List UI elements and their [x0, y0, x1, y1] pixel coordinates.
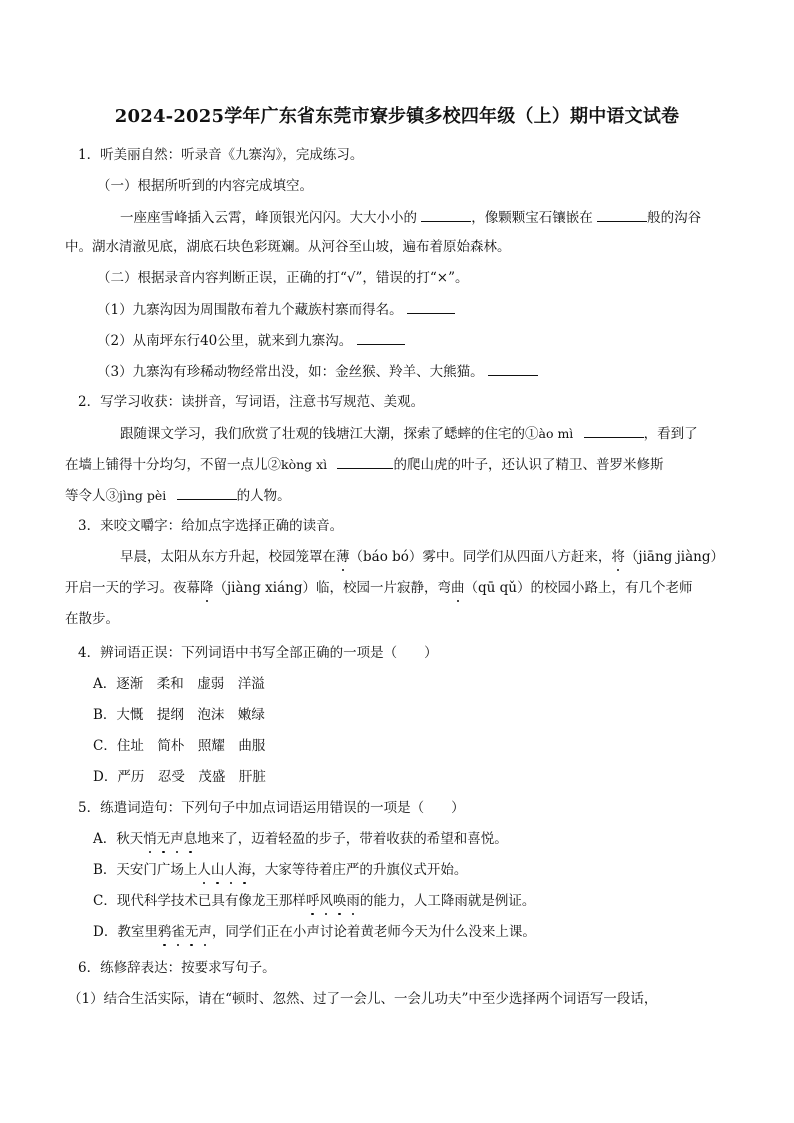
- statement-text: （3）九寨沟有珍稀动物经常出没，如：金丝猴、羚羊、大熊猫。: [97, 364, 484, 380]
- dotted-character: 薄: [336, 549, 350, 565]
- question-number: 4．: [78, 645, 101, 661]
- answer-blank[interactable]: [337, 454, 393, 469]
- dotted-character: 声: [170, 831, 184, 847]
- q1-statement-1: [97, 299, 455, 320]
- answer-blank[interactable]: [357, 330, 405, 345]
- page-title: 2024-2025学年广东省东莞市寮步镇多校四年级（上）期中语文试卷: [114, 106, 680, 127]
- dotted-character: 人: [197, 862, 211, 878]
- q1-statement-3: [97, 361, 538, 382]
- dotted-character: 无: [184, 924, 199, 940]
- option-text: 地来了，迈着轻盈的步子，带着收获的希望和喜悦。: [197, 831, 508, 847]
- q1-statement-2: [97, 330, 405, 351]
- dotted-word: [197, 862, 251, 878]
- q3-line3: 在散步。: [65, 611, 119, 627]
- question-text: 写学习收获：读拼音，写词语，注意书写规范、美观。: [100, 394, 425, 410]
- paragraph-text: 等令人③: [65, 488, 119, 504]
- question-number: 1．: [78, 147, 101, 163]
- q2-line1: [120, 423, 698, 444]
- answer-blank[interactable]: [421, 207, 471, 222]
- question-text: 练修辞表达：按要求写句子。: [100, 960, 276, 976]
- paragraph-text: 在墙上铺得十分均匀，不留一点儿②: [65, 457, 281, 473]
- q2-line2: [65, 454, 663, 475]
- option-text: ，同学们正在小声讨论着黄老师今天为什么没来上课。: [211, 924, 536, 940]
- option-text: A．秋天: [93, 831, 144, 847]
- dotted-character: 悄: [143, 831, 157, 847]
- option-text: 的能力，人工降雨就是例证。: [359, 893, 536, 909]
- q5-option-d[interactable]: [93, 922, 536, 942]
- answer-blank[interactable]: [488, 361, 538, 376]
- dotted-character: 将: [611, 549, 625, 565]
- answer-blank[interactable]: [584, 423, 644, 438]
- dotted-character: 海: [237, 862, 252, 878]
- paragraph-text: ，像颗颗宝石镶嵌在: [471, 210, 593, 226]
- option-text: D．教室里: [93, 924, 158, 940]
- question-3-stem: [78, 516, 343, 536]
- paragraph-text: 跟随课文学习，我们欣赏了壮观的钱塘江大潮，探索了蟋蟀的住宅的①: [120, 426, 539, 442]
- answer-blank[interactable]: [597, 207, 647, 222]
- question-text: 听美丽自然：听录音《九寨沟》，完成练习。: [100, 147, 364, 163]
- dotted-character: 唤: [332, 893, 347, 909]
- q5-option-b[interactable]: [93, 860, 467, 880]
- q4-option-b[interactable]: B．大慨 提纲 泡沫 嫩绿: [93, 707, 265, 723]
- pinyin-prompt: jìng pèi: [119, 488, 167, 503]
- dotted-character: 曲: [451, 580, 465, 596]
- statement-text: （2）从南坪东行40公里，就来到九寨沟。: [97, 333, 353, 349]
- q1-part2-title: （二）根据录音内容判断正误，正确的打“√”，错误的打“×”。: [97, 270, 469, 286]
- dotted-character: 雀: [171, 924, 185, 940]
- q4-option-c[interactable]: C．住址 简朴 照耀 曲服: [93, 738, 266, 754]
- dotted-character: 呼: [305, 893, 320, 909]
- dotted-character: 声: [198, 924, 212, 940]
- dotted-character: 人: [224, 862, 238, 878]
- question-6-stem: [78, 958, 276, 978]
- q1-part1-title: （一）根据所听到的内容完成填空。: [97, 178, 313, 194]
- question-number: 5．: [78, 800, 101, 816]
- question-4-stem: [78, 643, 438, 663]
- dotted-word: [158, 924, 212, 940]
- pinyin-prompt: kòng xì: [281, 457, 328, 472]
- question-text: 练遣词造句：下列句子中加点词语运用错误的一项是（ ）: [100, 800, 465, 816]
- paragraph-text: （qū qǔ）的校园小路上，有几个老师: [464, 580, 693, 596]
- q6-sub-question-1: （1）结合生活实际，请在“顿时、忽然、过了一会儿、一会儿功夫”中至少选择两个词语写一段话，: [68, 991, 658, 1007]
- dotted-word: [143, 831, 197, 847]
- question-2-stem: [78, 392, 424, 412]
- q4-option-a[interactable]: A．逐渐 柔和 虚弱 洋溢: [93, 676, 265, 692]
- question-1-stem: [78, 145, 363, 165]
- paragraph-text: 的爬山虎的叶子，还认识了精卫、普罗米修斯: [393, 457, 664, 473]
- question-text: 辨词语正误：下列词语中书写全部正确的一项是（ ）: [100, 645, 438, 661]
- paragraph-text: 般的沟谷: [647, 210, 702, 226]
- q5-option-c[interactable]: [93, 891, 535, 911]
- paragraph-text: 开启一天的学习。夜幕: [65, 580, 200, 596]
- option-text: C．现代科学技术已具有像龙王那样: [93, 893, 306, 909]
- dotted-character: 雨: [346, 893, 360, 909]
- option-text: ，大家等待着庄严的升旗仪式开始。: [251, 862, 468, 878]
- question-5-stem: [78, 798, 465, 818]
- q4-option-d[interactable]: D．严历 忍受 茂盛 肝脏: [93, 769, 266, 785]
- dotted-character: 降: [200, 580, 214, 596]
- dotted-character: 无: [156, 831, 171, 847]
- paragraph-text: 一座座雪峰插入云霄，峰顶银光闪闪。大大小小的: [120, 210, 417, 226]
- paragraph-text: 的人物。: [236, 488, 291, 504]
- paragraph-text: （jiàng xiáng）临，校园一片寂静，弯: [213, 580, 451, 596]
- dotted-character: 鸦: [157, 924, 172, 940]
- dotted-character: 息: [183, 831, 198, 847]
- q2-line3: [65, 485, 291, 506]
- q5-option-a[interactable]: [93, 829, 508, 849]
- q3-line1: [120, 547, 724, 567]
- pinyin-prompt: ào mì: [538, 426, 574, 441]
- question-number: 6．: [78, 960, 101, 976]
- paragraph-text: （jiāng jiàng）: [624, 549, 724, 565]
- statement-text: （1）九寨沟因为周围散布着九个藏族村寨而得名。: [97, 302, 403, 318]
- question-text: 来咬文嚼字：给加点字选择正确的读音。: [100, 518, 344, 534]
- q1-paragraph-line1: [120, 207, 701, 228]
- dotted-character: 山: [210, 862, 225, 878]
- paragraph-text: 早晨，太阳从东方升起，校园笼罩在: [120, 549, 336, 565]
- answer-blank[interactable]: [407, 299, 455, 314]
- question-number: 3．: [78, 518, 101, 534]
- q1-paragraph-line2: 中。湖水清澈见底，湖底石块色彩斑斓。从河谷至山坡，遍布着原始森林。: [65, 239, 511, 255]
- option-text: B．天安门广场上: [93, 862, 198, 878]
- paragraph-text: ，看到了: [643, 426, 698, 442]
- question-number: 2．: [78, 394, 101, 410]
- dotted-word: [306, 893, 360, 909]
- dotted-character: 风: [319, 893, 333, 909]
- answer-blank[interactable]: [177, 485, 237, 500]
- q3-line2: [65, 578, 692, 598]
- paragraph-text: （báo bó）雾中。同学们从四面八方赶来，: [349, 549, 612, 565]
